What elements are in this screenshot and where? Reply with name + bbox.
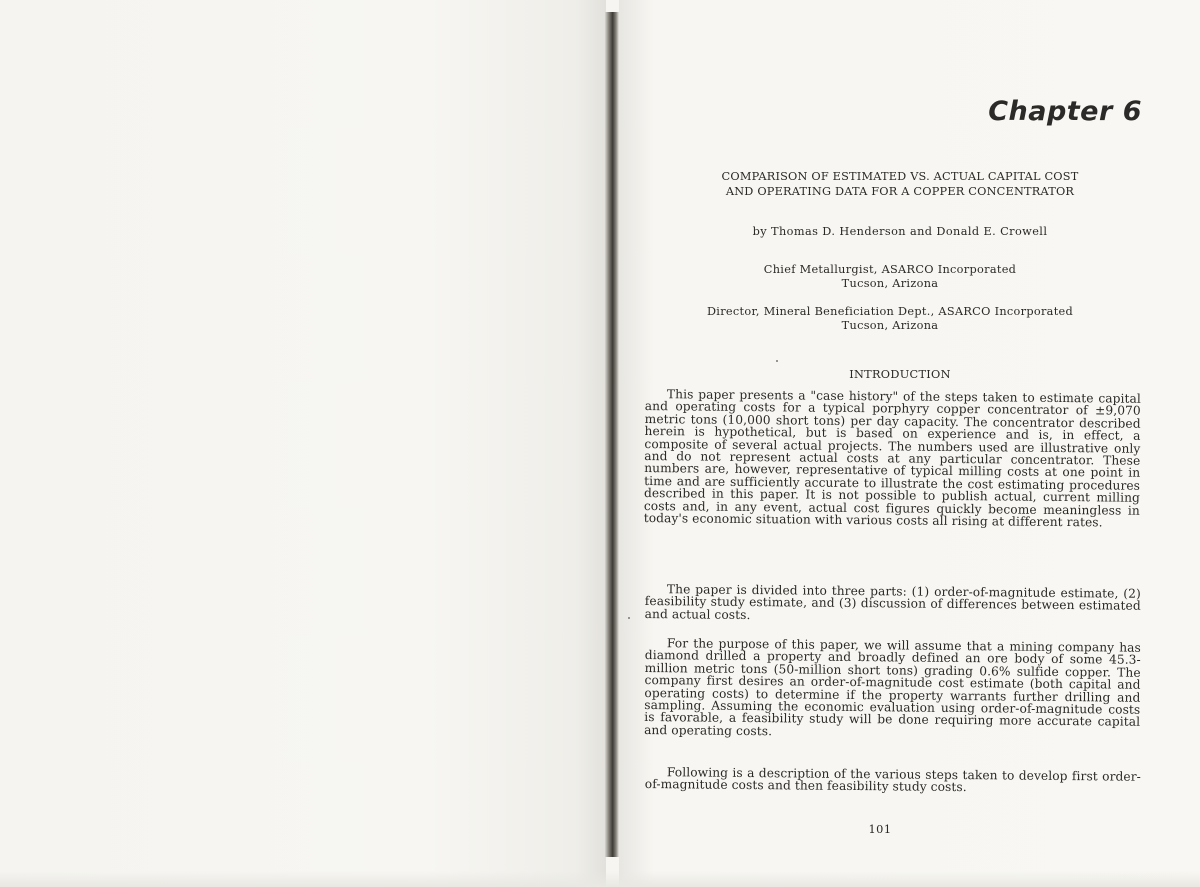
paragraph-text: The paper is divided into three parts: (1) order-of-magnitude estimate, (2) feasibility study estimate, and (3) discussion of differences between estimated and actual costs. (644, 582, 1141, 622)
affiliation-henderson (610, 263, 1170, 291)
paper-title (640, 169, 1160, 199)
affiliation-role: Director, Mineral Beneficiation Dept., ASARCO Incorporated (706, 305, 1074, 318)
affiliation-location: Tucson, Arizona (841, 319, 939, 332)
paragraph-text: This paper presents a "case history" of the steps taken to estimate capital and operating costs for a typical porphyry copper concentrator of ±9,070 metric tons (10,000 short tons) per day capacity. The concentrator described herein is hypothetical, but is based on experience and is, in effect, a composite of several actual projects. The numbers used are illustrative only and do not represent actual costs at any particular concentrator. These numbers are, however, representative of typical milling costs at one point in time and are sufficiently accurate to illustrate the cost estimating procedures described in this paper. It is not possible to publish actual, current milling costs and, in any event, actual cost figures quickly become meaningless in today's economic situation with various costs all rising at different rates. (643, 387, 1141, 530)
affiliation-location: Tucson, Arizona (841, 277, 939, 290)
affiliation-role: Chief Metallurgist, ASARCO Incorporated (763, 263, 1017, 276)
title-line: COMPARISON OF ESTIMATED VS. ACTUAL CAPITAL COST (721, 170, 1079, 183)
bottom-edge-shadow (0, 871, 1200, 887)
chapter-heading: Chapter 6 (988, 96, 1142, 127)
paragraph-text: Following is a description of the various steps taken to develop first order-of-magnitude costs and then feasibility study costs. (644, 765, 1141, 795)
body-paragraph (644, 388, 1141, 529)
print-speck (776, 360, 778, 362)
body-paragraph (644, 637, 1141, 741)
print-speck (628, 617, 630, 619)
section-heading: INTRODUCTION (849, 368, 951, 381)
book-gutter (605, 12, 619, 857)
page-number: 101 (868, 823, 892, 836)
paragraph-text: For the purpose of this paper, we will assume that a mining company has diamond drilled a property and broadly defined an ore body of some 45.3-million metric tons (50-million short tons) grading 0.6% sulfide copper. The company first desires an order-of-magnitude cost estimate (both capital and operating costs) to determine if the property warrants further drilling and sampling. Assuming the economic evaluation using order-of-magnitude costs is favorable, a feasibility study will be done requiring more accurate capital and operating costs. (644, 636, 1141, 739)
body-paragraph (645, 583, 1141, 625)
body-paragraph (645, 766, 1141, 796)
author-byline: by Thomas D. Henderson and Donald E. Crowell (752, 225, 1048, 238)
title-line: AND OPERATING DATA FOR A COPPER CONCENTRATOR (725, 185, 1075, 198)
affiliation-crowell (610, 305, 1170, 333)
